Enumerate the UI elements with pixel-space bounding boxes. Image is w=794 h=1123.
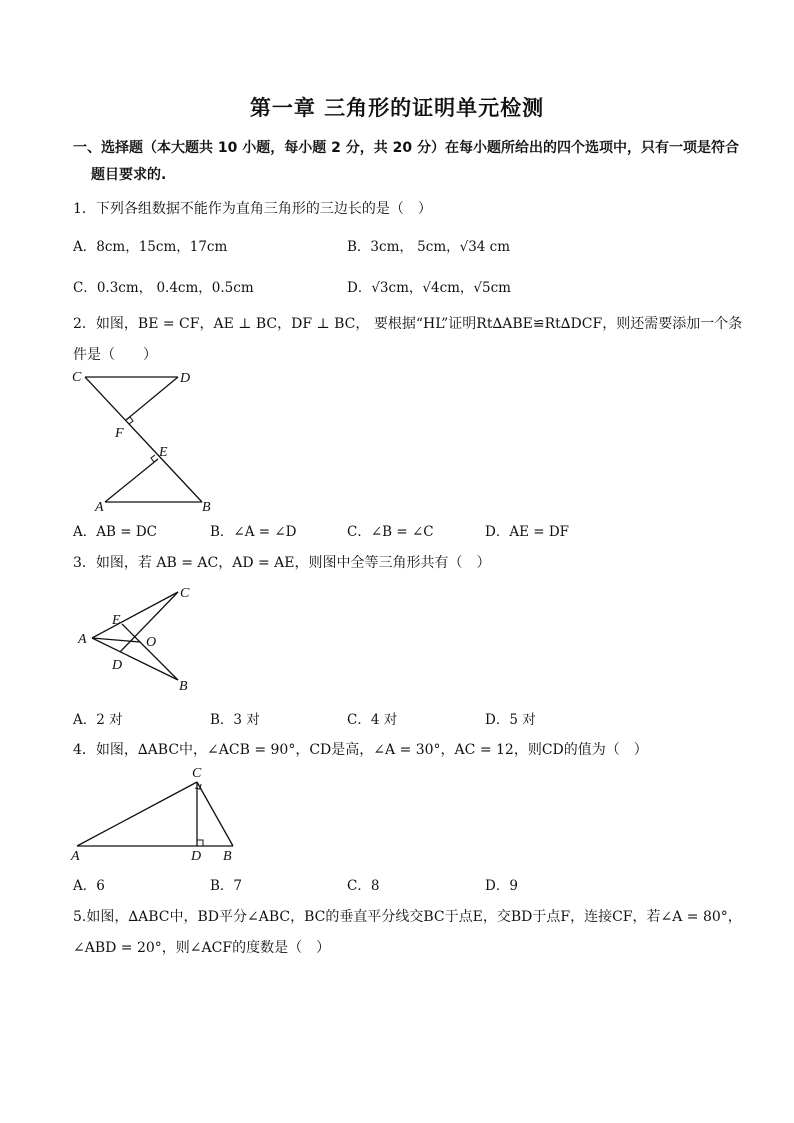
q3-label-d: D — [112, 658, 123, 673]
q3-segment-ac — [92, 592, 178, 638]
q1-option-b: B．3cm， 5cm，√34 cm — [347, 239, 511, 255]
q5-stem-line1: 5.如图，∆ABC中，BD平分∠ABC，BC的垂直平分线交BC于点E，交BD于点F，连接CF，若∠A = 80°， — [73, 909, 742, 925]
q2-figure — [60, 362, 230, 517]
section-heading-line1: 一、选择题（本大题共 10 小题，每小题 2 分，共 20 分）在每小题所给出的四个选项中，只有一项是符合 — [73, 140, 739, 156]
q4-option-c: C．8 — [347, 878, 380, 894]
q4-label-b: B — [223, 849, 232, 864]
q3-option-b: B．3 对 — [210, 712, 260, 728]
q2-option-c: C．∠B = ∠C — [347, 524, 434, 540]
q2-option-a: A．AB = DC — [73, 524, 157, 540]
q4-label-c: C — [192, 766, 202, 781]
q3-label-b: B — [179, 679, 188, 694]
q4-segment-cb — [197, 782, 233, 846]
q2-right-angle-e — [151, 455, 158, 462]
q3-label-o: O — [146, 635, 157, 650]
q4-label-a: A — [71, 849, 80, 864]
q3-segment-ab — [92, 638, 178, 680]
q3-option-d: D．5 对 — [485, 712, 536, 728]
q2-option-d: D．AE = DF — [485, 524, 570, 540]
q1-option-c: C．0.3cm， 0.4cm，0.5cm — [73, 280, 254, 296]
q2-segment-cb — [85, 377, 202, 502]
q3-figure — [70, 580, 205, 695]
q2-label-c: C — [72, 370, 82, 385]
q4-stem: 4．如图，∆ABC中，∠ACB = 90°，CD是高，∠A = 30°，AC = 12，则CD的值为（ ） — [73, 742, 648, 758]
q4-figure — [65, 762, 245, 864]
q4-option-a: A．6 — [73, 878, 105, 894]
q2-segment-ae — [105, 459, 158, 502]
q2-label-e: E — [159, 445, 168, 460]
q2-segment-df — [126, 377, 178, 420]
q3-label-a: A — [78, 632, 87, 647]
q4-option-d: D．9 — [485, 878, 518, 894]
q3-label-c: C — [180, 586, 190, 601]
q5-stem-line2: ∠ABD = 20°，则∠ACF的度数是（ ） — [73, 940, 331, 956]
page-title: 第一章 三角形的证明单元检测 — [249, 96, 545, 120]
q2-stem-line2: 件是（ ） — [73, 347, 157, 363]
q1-option-d: D．√3cm，√4cm，√5cm — [347, 280, 511, 296]
q3-label-e: E — [112, 613, 121, 628]
q2-right-angle-f — [126, 417, 133, 424]
q4-right-angle-d — [197, 840, 203, 846]
q4-label-d: D — [191, 849, 202, 864]
q2-label-f: F — [115, 426, 124, 441]
q3-option-a: A．2 对 — [73, 712, 123, 728]
section-heading-line2: 题目要求的. — [91, 167, 167, 183]
q1-option-a: A．8cm，15cm，17cm — [73, 239, 228, 255]
q4-segment-ac — [77, 782, 197, 846]
q2-stem-line1: 2．如图，BE = CF，AE ⊥ BC，DF ⊥ BC， 要根据“HL”证明Rt∆ABE≌Rt∆DCF，则还需要添加一个条 — [73, 316, 743, 332]
q3-segment-eb — [122, 624, 178, 680]
q4-option-b: B．7 — [210, 878, 243, 894]
q2-label-d: D — [180, 371, 191, 386]
q1-stem: 1．下列各组数据不能作为直角三角形的三边长的是（ ） — [73, 201, 432, 217]
q2-option-b: B．∠A = ∠D — [210, 524, 297, 540]
q2-label-a: A — [95, 500, 104, 515]
q3-stem: 3．如图，若 AB = AC，AD = AE，则图中全等三角形共有（ ） — [73, 555, 491, 571]
q2-label-b: B — [202, 500, 211, 515]
q3-option-c: C．4 对 — [347, 712, 398, 728]
